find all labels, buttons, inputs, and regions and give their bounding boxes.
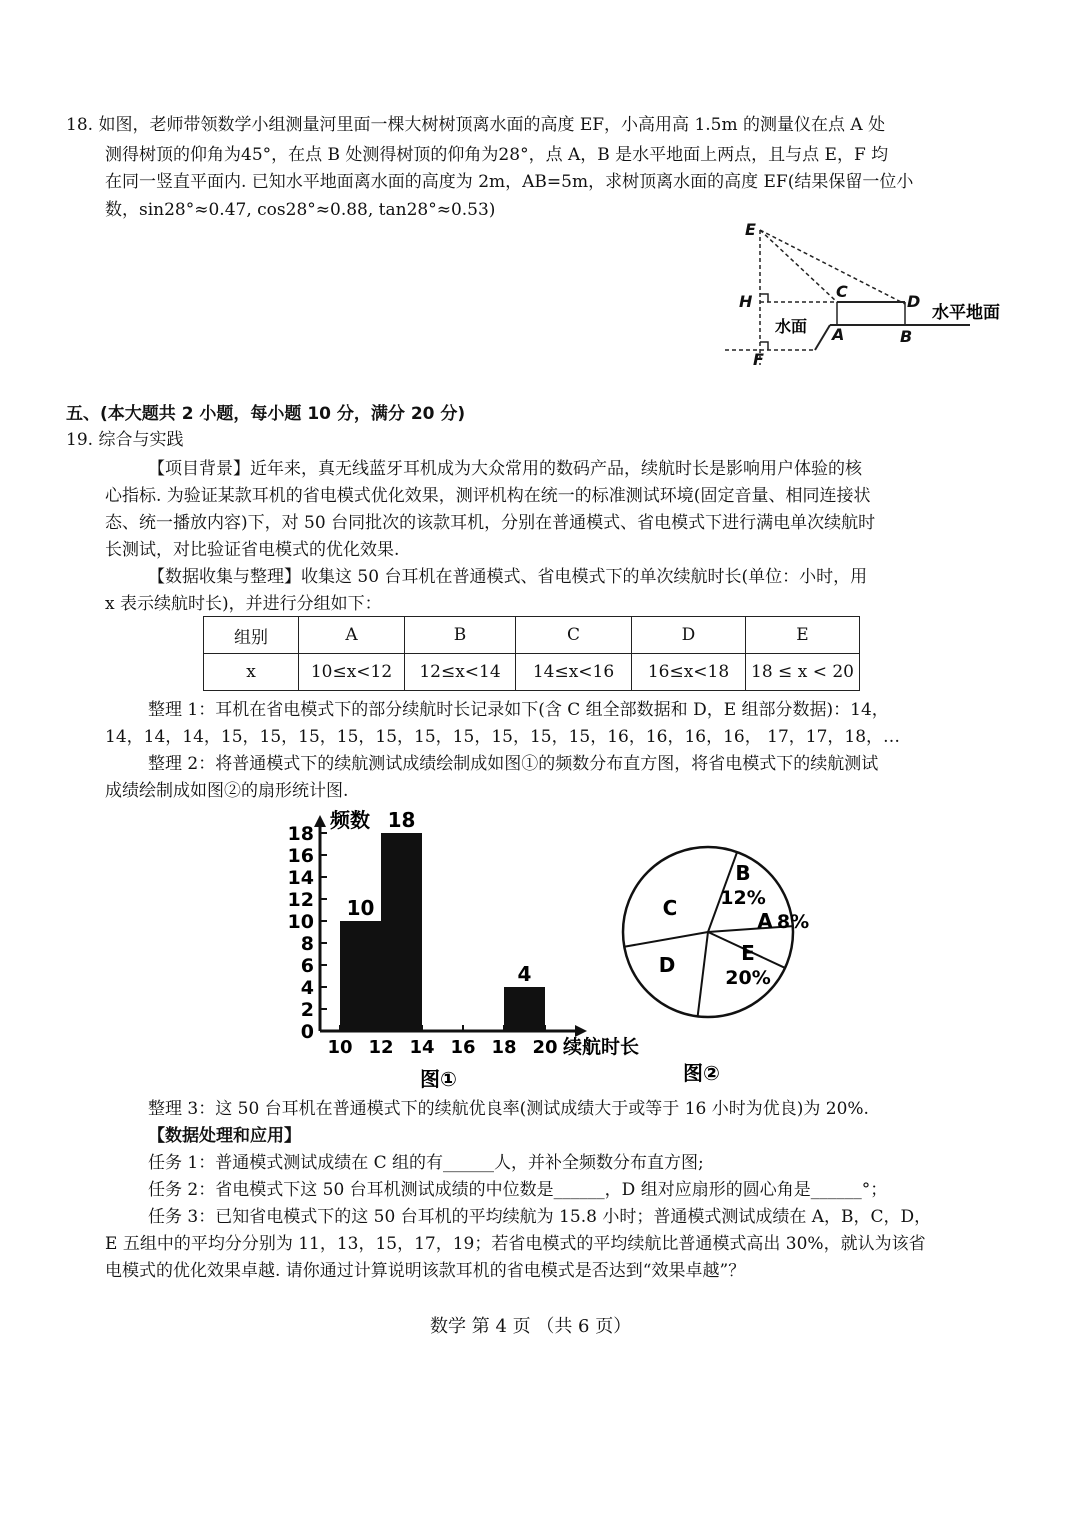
table-cell: 12≤x<14 <box>405 654 516 691</box>
q19-organize-3: 整理 3：这 50 台耳机在普通模式下的续航优良率(测试成绩大于或等于 16 小时为优良)为 20%. <box>148 1099 869 1119</box>
pie-slice-percent: 8% <box>776 911 810 933</box>
histogram-x-tick-label: 10 <box>327 1037 353 1058</box>
histogram-data-label: 10 <box>346 896 375 920</box>
fig-label-water: 水面 <box>775 317 808 336</box>
histogram-bar <box>504 987 545 1031</box>
histogram-ylabel: 频数 <box>330 808 370 832</box>
histogram-y-tick-label: 0 <box>300 1021 314 1043</box>
histogram-y-tick-label: 12 <box>287 889 314 911</box>
table-cell: C <box>516 617 632 654</box>
paragraph-line: 心指标. 为验证某款耳机的省电模式优化效果，测评机构在统一的标准测试环境(固定音量、相同连接状 <box>105 486 871 506</box>
histogram-y-tick-label: 16 <box>287 845 314 867</box>
table-cell: 16≤x<18 <box>632 654 746 691</box>
paragraph-line: 长测试，对比验证省电模式的优化效果. <box>105 540 400 560</box>
apply-title: 【数据处理和应用】 <box>148 1126 301 1146</box>
histogram-y-tick-label: 18 <box>287 823 314 845</box>
fig-label-h: H <box>739 292 753 311</box>
pie-slice-label: D <box>658 953 676 977</box>
fig-label-f: F <box>753 350 764 369</box>
histogram-xlabel: 续航时长 <box>563 1036 640 1058</box>
q18-line: 18. 如图，老师带领数学小组测量河里面一棵大树树顶离水面的高度 EF，小高用高 1.5m 的测量仪在点 A 处 <box>66 115 886 135</box>
pie-slice-label: B <box>735 861 751 885</box>
histogram-y-tick-label: 4 <box>300 977 314 999</box>
table-cell: 14≤x<16 <box>516 654 632 691</box>
fig-label-b: B <box>900 327 913 346</box>
q19-heading: 19. 综合与实践 <box>66 430 184 450</box>
pie-slice-label: E <box>741 941 755 965</box>
section-title: 五、(本大题共 2 小题，每小题 10 分，满分 20 分) <box>66 404 466 424</box>
histogram-x-tick-label: 12 <box>368 1037 394 1058</box>
pie-chart <box>615 840 815 1090</box>
table-row <box>204 654 860 691</box>
table-cell: 组别 <box>204 617 299 654</box>
histogram-y-tick-label: 10 <box>287 911 314 933</box>
histogram-bar <box>340 921 381 1031</box>
fig-label-c: C <box>836 282 848 301</box>
pie-slice-percent: 12% <box>720 887 766 909</box>
histogram-x-tick-label: 14 <box>409 1037 435 1058</box>
group-table <box>203 616 860 691</box>
paragraph-line: 整理 1：耳机在省电模式下的部分续航时长记录如下(含 C 组全部数据和 D，E 组部分数据)：14， <box>148 700 889 720</box>
fig-label-ground: 水平地面 <box>932 303 1000 323</box>
table-cell: B <box>405 617 516 654</box>
task-line: 任务 2：省电模式下这 50 台耳机测试成绩的中位数是______，D 组对应扇形的圆心角是______°； <box>148 1180 888 1200</box>
task-line: 任务 3：已知省电模式下的这 50 台耳机的平均续航为 15.8 小时；普通模式测试成绩在 A，B，C，D， <box>148 1207 932 1227</box>
table-cell: x <box>204 654 299 691</box>
pie-slice-percent: 20% <box>725 967 771 989</box>
paragraph-line: 【数据收集与整理】收集这 50 台耳机在普通模式、省电模式下的单次续航时长(单位：小时，用 <box>148 567 868 587</box>
fig-label-e: E <box>745 220 756 239</box>
pie-slice-label: C <box>662 896 678 920</box>
paragraph-line: 成绩绘制成如图②的扇形统计图. <box>105 781 349 801</box>
paragraph-line: 14，14，14，15，15，15，15，15，15，15，15，15，15，16，16，16，16， 17，17，18，… <box>105 727 901 747</box>
table-cell: 10≤x<12 <box>299 654 405 691</box>
paragraph-line: 【项目背景】近年来，真无线蓝牙耳机成为大众常用的数码产品，续航时长是影响用户体验的核 <box>148 459 862 479</box>
table-cell: 18 ≤ x < 20 <box>746 654 860 691</box>
histogram-bar <box>381 833 422 1031</box>
paragraph-line: 整理 2：将普通模式下的续航测试成绩绘制成如图①的频数分布直方图，将省电模式下的续航测试 <box>148 754 879 774</box>
q18-line: 在同一竖直平面内. 已知水平地面离水面的高度为 2m，AB=5m，求树顶离水面的高度 EF(结果保留一位小 <box>105 172 914 192</box>
table-cell: A <box>299 617 405 654</box>
task-line: 任务 1：普通模式测试成绩在 C 组的有______人，并补全频数分布直方图; <box>148 1153 704 1173</box>
page-footer: 数学 第 4 页 （共 6 页） <box>430 1316 632 1337</box>
histogram-x-tick-label: 18 <box>491 1037 517 1058</box>
histogram-caption: 图① <box>420 1067 457 1091</box>
histogram-y-arrow <box>314 815 326 827</box>
q18-line: 数，sin28°≈0.47, cos28°≈0.88, tan28°≈0.53) <box>105 200 496 220</box>
histogram-y-tick-label: 8 <box>300 933 314 955</box>
task-line: E 五组中的平均分分别为 11，13，15，17，19；若省电模式的平均续航比普通模式高出 30%，就认为该省 <box>105 1234 926 1254</box>
histogram-x-tick-label: 16 <box>450 1037 476 1058</box>
pie-caption: 图② <box>683 1061 720 1085</box>
fig-label-d: D <box>907 292 921 311</box>
fig-label-a: A <box>832 325 845 344</box>
q18-line: 测得树顶的仰角为45°，在点 B 处测得树顶的仰角为28°，点 A，B 是水平地面上两点，且与点 E，F 均 <box>105 145 889 165</box>
q18-figure <box>715 215 1025 375</box>
table-cell: E <box>746 617 860 654</box>
table-cell: D <box>632 617 746 654</box>
histogram-y-tick-label: 14 <box>287 867 314 889</box>
histogram-x-tick-label: 20 <box>532 1037 558 1058</box>
task-line: 电模式的优化效果卓越. 请你通过计算说明该款耳机的省电模式是否达到“效果卓越”？ <box>105 1261 746 1281</box>
paragraph-line: 态、统一播放内容)下，对 50 台同批次的该款耳机，分别在普通模式、省电模式下进行满电单次续航时 <box>105 513 876 533</box>
histogram-data-label: 4 <box>517 962 532 986</box>
histogram-data-label: 18 <box>387 808 416 832</box>
histogram-y-tick-label: 2 <box>300 999 314 1021</box>
paragraph-line: x 表示续航时长)，并进行分组如下： <box>105 594 382 614</box>
pie-slice-label: A <box>757 909 773 933</box>
histogram-y-tick-label: 6 <box>300 955 314 977</box>
histogram-chart <box>270 805 670 1095</box>
table-row <box>204 617 860 654</box>
